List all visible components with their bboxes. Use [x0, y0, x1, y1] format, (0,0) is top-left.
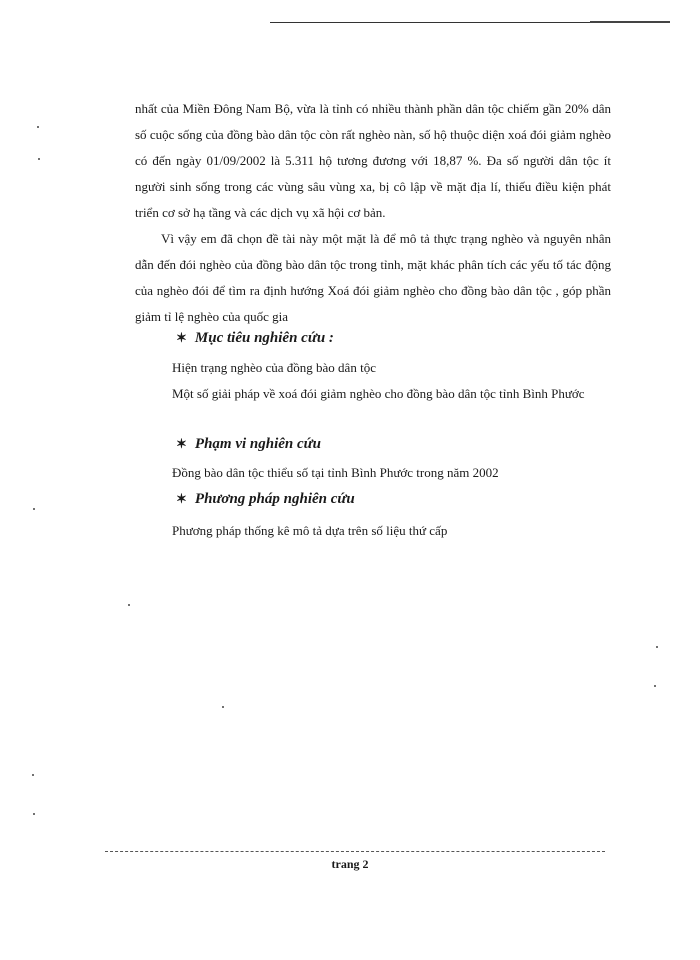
scan-speck [656, 646, 658, 648]
star-bullet-icon: ✶ [176, 436, 187, 451]
scan-speck [128, 604, 130, 606]
scan-speck [33, 813, 35, 815]
star-bullet-icon: ✶ [176, 330, 187, 345]
scan-speck [33, 508, 35, 510]
star-bullet-icon: ✶ [176, 491, 187, 506]
list-item: Đồng bào dân tộc thiểu số tại tỉnh Bình Phước trong năm 2002 [172, 465, 499, 480]
paragraph-intro: nhất của Miền Đông Nam Bộ, vừa là tỉnh có nhiều thành phần dân tộc chiếm gần 20% dân số cuộc sống của đồng bào dân tộc còn rất nghèo nàn, số hộ thuộc diện xoá đói giảm nghèo có đến ngày 01/09/2002 là 5.311 hộ tương đương với 18,87 %. Đa số người dân tộc ít người sinh sống trong các vùng sâu vùng xa, bị cô lập về mặt địa lí, thiếu điều kiện phát triển cơ sở hạ tầng và các dịch vụ xã hội cơ bản. [135, 101, 611, 220]
list-item: Hiện trạng nghèo của đồng bào dân tộc [172, 360, 376, 375]
footer-rule [105, 851, 605, 852]
scan-speck [32, 774, 34, 776]
section-heading-method [176, 491, 355, 508]
scan-speck [38, 158, 40, 160]
scan-speck [654, 685, 656, 687]
section-heading-objectives [176, 330, 334, 347]
list-item: Một số giải pháp về xoá đói giảm nghèo cho đồng bào dân tộc tỉnh Bình Phước [172, 386, 585, 401]
page-number: trang 2 [331, 857, 369, 871]
section-title: Mục tiêu nghiên cứu : [194, 330, 334, 346]
header-rule [270, 22, 670, 23]
section-title: Phạm vi nghiên cứu [194, 436, 321, 452]
scan-speck [222, 706, 224, 708]
paragraph-rationale: Vì vậy em đã chọn đề tài này một mặt là để mô tả thực trạng nghèo và nguyên nhân dẫn đến đói nghèo của đồng bào dân tộc trong tỉnh, mặt khác phân tích các yếu tố tác động của nghèo đói để tìm ra định hướng Xoá đói giảm nghèo cho đồng bào dân tộc , góp phần giảm tỉ lệ nghèo của quốc gia [135, 231, 611, 324]
section-heading-scope [176, 436, 321, 453]
section-title: Phương pháp nghiên cứu [194, 491, 355, 507]
scan-speck [37, 126, 39, 128]
list-item: Phương pháp thống kê mô tả dựa trên số liệu thứ cấp [172, 523, 448, 538]
